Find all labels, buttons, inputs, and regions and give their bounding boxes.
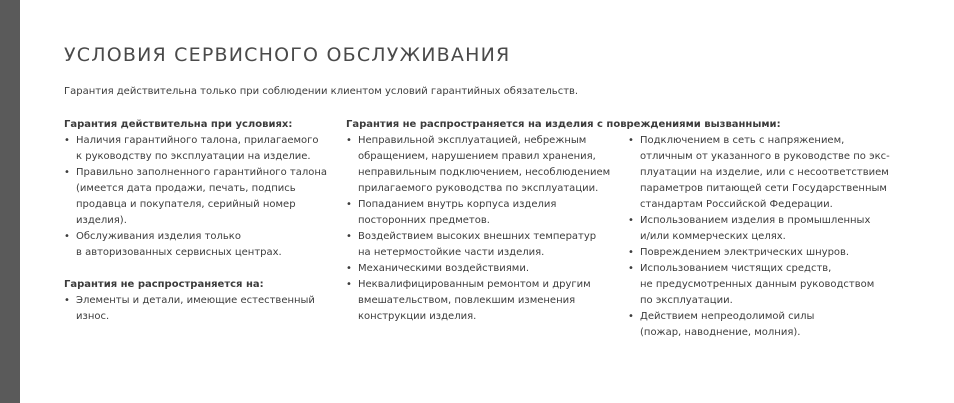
- bullet-icon: •: [64, 231, 70, 242]
- left-accent-bar: [0, 0, 20, 403]
- list-item-text: Неправильной эксплуатацией, небрежным: [358, 135, 587, 146]
- list-item-text: вмешательством, повлекшим изменения: [358, 295, 576, 306]
- column-valid-conditions: [64, 117, 334, 325]
- list-item-text: Обслуживания изделия только: [76, 231, 241, 242]
- list-item-text: по эксплуатации.: [640, 295, 733, 306]
- list-item-text: стандартам Российской Федерации.: [640, 199, 833, 210]
- list-item-text: Использованием чистящих средств,: [640, 263, 832, 274]
- bullet-icon: •: [64, 135, 70, 146]
- valid-conditions-heading: Гарантия действительна при условиях:: [64, 119, 293, 130]
- list-item-text: обращением, нарушением правил хранения,: [358, 151, 596, 162]
- bullet-icon: •: [346, 279, 352, 290]
- bullet-icon: •: [628, 135, 634, 146]
- list-item: [64, 229, 334, 261]
- list-item: [346, 197, 626, 229]
- list-item: [628, 309, 896, 341]
- list-item-text: Подключением в сеть с напряжением,: [640, 135, 845, 146]
- list-item-text: Действием непреодолимой силы: [640, 311, 815, 322]
- bullet-icon: •: [628, 311, 634, 322]
- not-covered-list: [64, 293, 334, 325]
- damage-causes-heading: Гарантия не распространяется на изделия с повреждениями вызванными:: [346, 119, 781, 130]
- intro-text: Гарантия действительна только при соблюдении клиентом условий гарантийных обязательств.: [64, 86, 579, 97]
- list-item: [628, 245, 896, 261]
- list-item-text: неправильным подключением, несоблюдением: [358, 167, 611, 178]
- list-item: [64, 133, 334, 165]
- list-item-text: Наличия гарантийного талона, прилагаемого: [76, 135, 319, 146]
- not-covered-heading: Гарантия не распространяется на:: [64, 279, 264, 290]
- list-item-text: Использованием изделия в промышленных: [640, 215, 871, 226]
- list-item-text: конструкции изделия.: [358, 311, 477, 322]
- list-item-text: износ.: [76, 311, 110, 322]
- bullet-icon: •: [64, 167, 70, 178]
- list-item: [346, 277, 626, 325]
- list-item: [346, 261, 626, 277]
- list-item-text: и/или коммерческих целях.: [640, 231, 786, 242]
- bullet-icon: •: [64, 295, 70, 306]
- list-item-text: отличным от указанного в руководстве по экс-: [640, 151, 890, 162]
- list-item-text: Воздействием высоких внешних температур: [358, 231, 597, 242]
- list-item-text: параметров питающей сети Государственным: [640, 183, 887, 194]
- damage-causes-list-1: [346, 133, 626, 325]
- bullet-icon: •: [346, 263, 352, 274]
- list-item-text: в авторизованных сервисных центрах.: [76, 247, 282, 258]
- list-item-text: Правильно заполненного гарантийного талона: [76, 167, 327, 178]
- list-item-text: посторонних предметов.: [358, 215, 490, 226]
- bullet-icon: •: [346, 199, 352, 210]
- list-item: [628, 261, 896, 309]
- list-item: [64, 293, 334, 325]
- list-item-text: к руководству по эксплуатации на изделие.: [76, 151, 311, 162]
- valid-conditions-list: [64, 133, 334, 261]
- list-item-text: прилагаемого руководства по эксплуатации.: [358, 183, 599, 194]
- bullet-icon: •: [628, 247, 634, 258]
- list-item-text: Повреждением электрических шнуров.: [640, 247, 850, 258]
- list-item-text: Элементы и детали, имеющие естественный: [76, 295, 315, 306]
- page-title: УСЛОВИЯ СЕРВИСНОГО ОБСЛУЖИВАНИЯ: [64, 44, 511, 66]
- bullet-icon: •: [346, 231, 352, 242]
- list-item: [346, 229, 626, 261]
- list-item: [64, 165, 334, 229]
- damage-causes-list-2: [628, 133, 896, 341]
- list-item-text: изделия).: [76, 215, 127, 226]
- bullet-icon: •: [628, 263, 634, 274]
- list-item-text: плуатации на изделие, или с несоответствием: [640, 167, 889, 178]
- list-item: [628, 213, 896, 245]
- list-item: [346, 133, 626, 197]
- bullet-icon: •: [628, 215, 634, 226]
- column-damage-causes-2: [628, 117, 896, 341]
- bullet-icon: •: [346, 135, 352, 146]
- list-item-text: Попаданием внутрь корпуса изделия: [358, 199, 557, 210]
- list-item-text: (имеется дата продажи, печать, подпись: [76, 183, 296, 194]
- list-item-text: продавца и покупателя, серийный номер: [76, 199, 296, 210]
- list-item-text: (пожар, наводнение, молния).: [640, 327, 801, 338]
- list-item-text: на нетермостойкие части изделия.: [358, 247, 545, 258]
- list-item-text: Неквалифицированным ремонтом и другим: [358, 279, 591, 290]
- list-item: [628, 133, 896, 213]
- list-item-text: Механическими воздействиями.: [358, 263, 530, 274]
- column-spacer: [628, 117, 896, 133]
- list-item-text: не предусмотренных данным руководством: [640, 279, 875, 290]
